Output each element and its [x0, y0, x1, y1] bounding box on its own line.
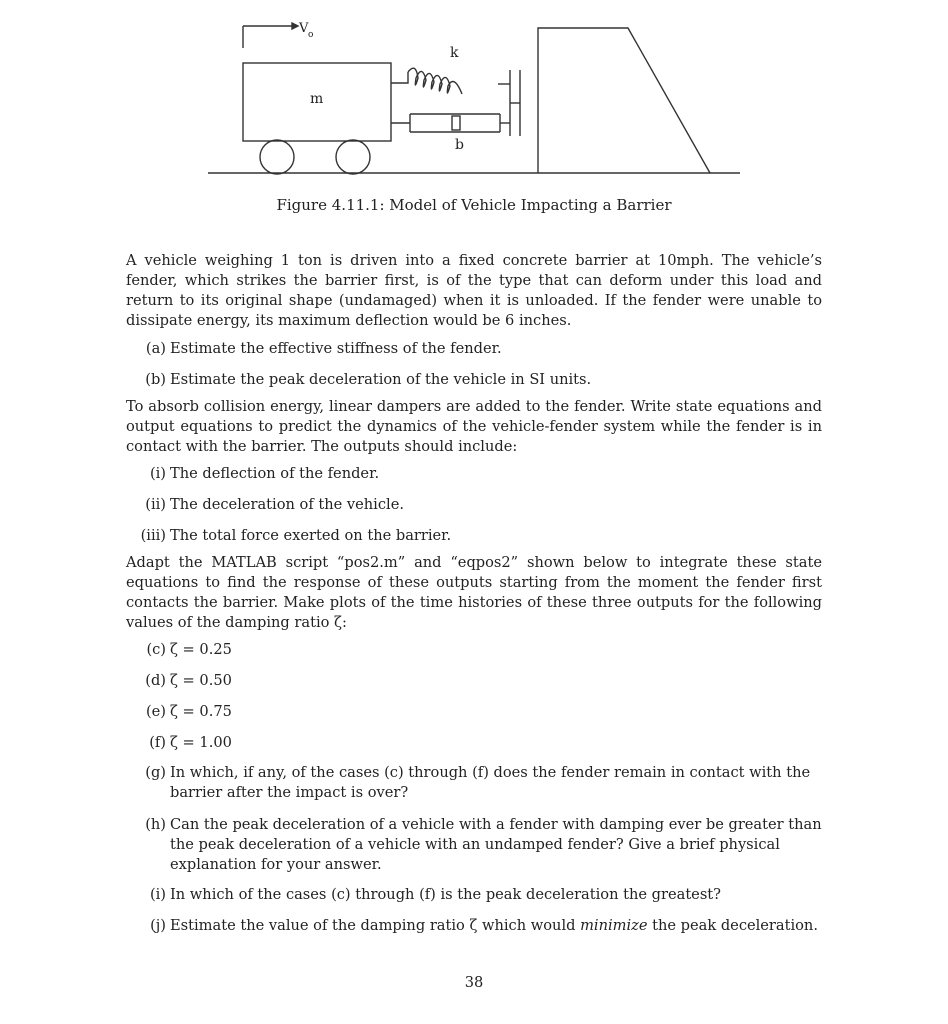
question-text: Can the peak deceleration of a vehicle with a fender with damping ever be greater than the peak deceleration of a vehicle with an undamped fender? Give a brief physical explanation for your answer.	[170, 816, 822, 873]
case-label: (f)	[149, 734, 166, 751]
question-label: (h)	[145, 816, 166, 833]
case-f	[128, 733, 824, 753]
question-text-pre: Estimate the value of the damping ratio ζ which would	[170, 917, 581, 934]
damper-label: b	[455, 137, 464, 153]
page-number: 38	[464, 974, 484, 991]
question-text: Estimate the peak deceleration of the vehicle in SI units.	[170, 371, 592, 388]
wheel-right	[336, 140, 370, 174]
barrier	[538, 28, 710, 173]
output-iii	[128, 526, 824, 546]
intro-paragraph: A vehicle weighing 1 ton is driven into a fixed concrete barrier at 10mph. The vehicle’s fender, which strikes the barrier first, is of the type that can deform under this load and return to its original shape (undamaged) when it is unloaded. If the fender were unable to dissipate energy, its maximum deflection would be 6 inches.	[126, 252, 822, 329]
question-label: (b)	[145, 371, 166, 388]
question-text: In which of the cases (c) through (f) is the peak deceleration the greatest?	[170, 886, 721, 903]
output-label: (iii)	[140, 527, 166, 544]
question-text-post: the peak deceleration.	[647, 917, 818, 934]
question-text: Estimate the effective stiffness of the fender.	[170, 340, 502, 357]
spring-label: k	[450, 45, 459, 61]
question-label: (g)	[145, 764, 166, 781]
question-j	[128, 916, 824, 936]
velocity-label: V	[299, 21, 309, 36]
question-a	[128, 339, 824, 359]
output-label: (i)	[149, 465, 166, 482]
output-text: The total force exerted on the barrier.	[170, 527, 452, 544]
output-i	[128, 464, 824, 484]
velocity-subscript: o	[308, 30, 314, 40]
question-b	[128, 370, 824, 390]
damper-plunger	[452, 116, 460, 130]
case-d	[128, 671, 824, 691]
output-label: (ii)	[145, 496, 166, 513]
matlab-paragraph: Adapt the MATLAB script “pos2.m” and “eqpos2” shown below to integrate these state equations to find the response of these outputs starting from the moment the fender first contacts the barrier. Make plots of the time histories of these three outputs for the following values of the damping ratio ζ:	[126, 554, 822, 631]
question-label: (a)	[145, 340, 166, 357]
vehicle-barrier-diagram	[200, 8, 750, 183]
case-text: ζ = 0.50	[170, 672, 232, 689]
spring	[391, 72, 408, 83]
figure-caption: Figure 4.11.1: Model of Vehicle Impacting a Barrier	[276, 196, 672, 214]
question-text: In which, if any, of the cases (c) through (f) does the fender remain in contact with the barrier after the impact is over?	[170, 764, 811, 801]
case-label: (e)	[145, 703, 166, 720]
mass-label: m	[310, 91, 324, 107]
case-text: ζ = 1.00	[170, 734, 232, 751]
question-emphasis: minimize	[580, 917, 648, 934]
output-ii	[128, 495, 824, 515]
question-g	[128, 763, 824, 803]
case-label: (c)	[146, 641, 166, 658]
spring-coils	[408, 68, 462, 94]
output-text: The deceleration of the vehicle.	[170, 496, 404, 513]
wheel-left	[260, 140, 294, 174]
question-h	[128, 815, 824, 875]
output-text: The deflection of the fender.	[170, 465, 380, 482]
case-e	[128, 702, 824, 722]
question-i	[128, 885, 824, 905]
case-c	[128, 640, 824, 660]
case-text: ζ = 0.75	[170, 703, 232, 720]
state-equations-paragraph: To absorb collision energy, linear dampers are added to the fender. Write state equations and output equations to predict the dynamics of the vehicle-fender system while the fender is in contact with the barrier. The outputs should include:	[126, 398, 822, 455]
case-label: (d)	[145, 672, 166, 689]
velocity-arrowhead	[292, 23, 298, 29]
question-label: (i)	[149, 886, 166, 903]
question-label: (j)	[150, 917, 166, 934]
case-text: ζ = 0.25	[170, 641, 232, 658]
